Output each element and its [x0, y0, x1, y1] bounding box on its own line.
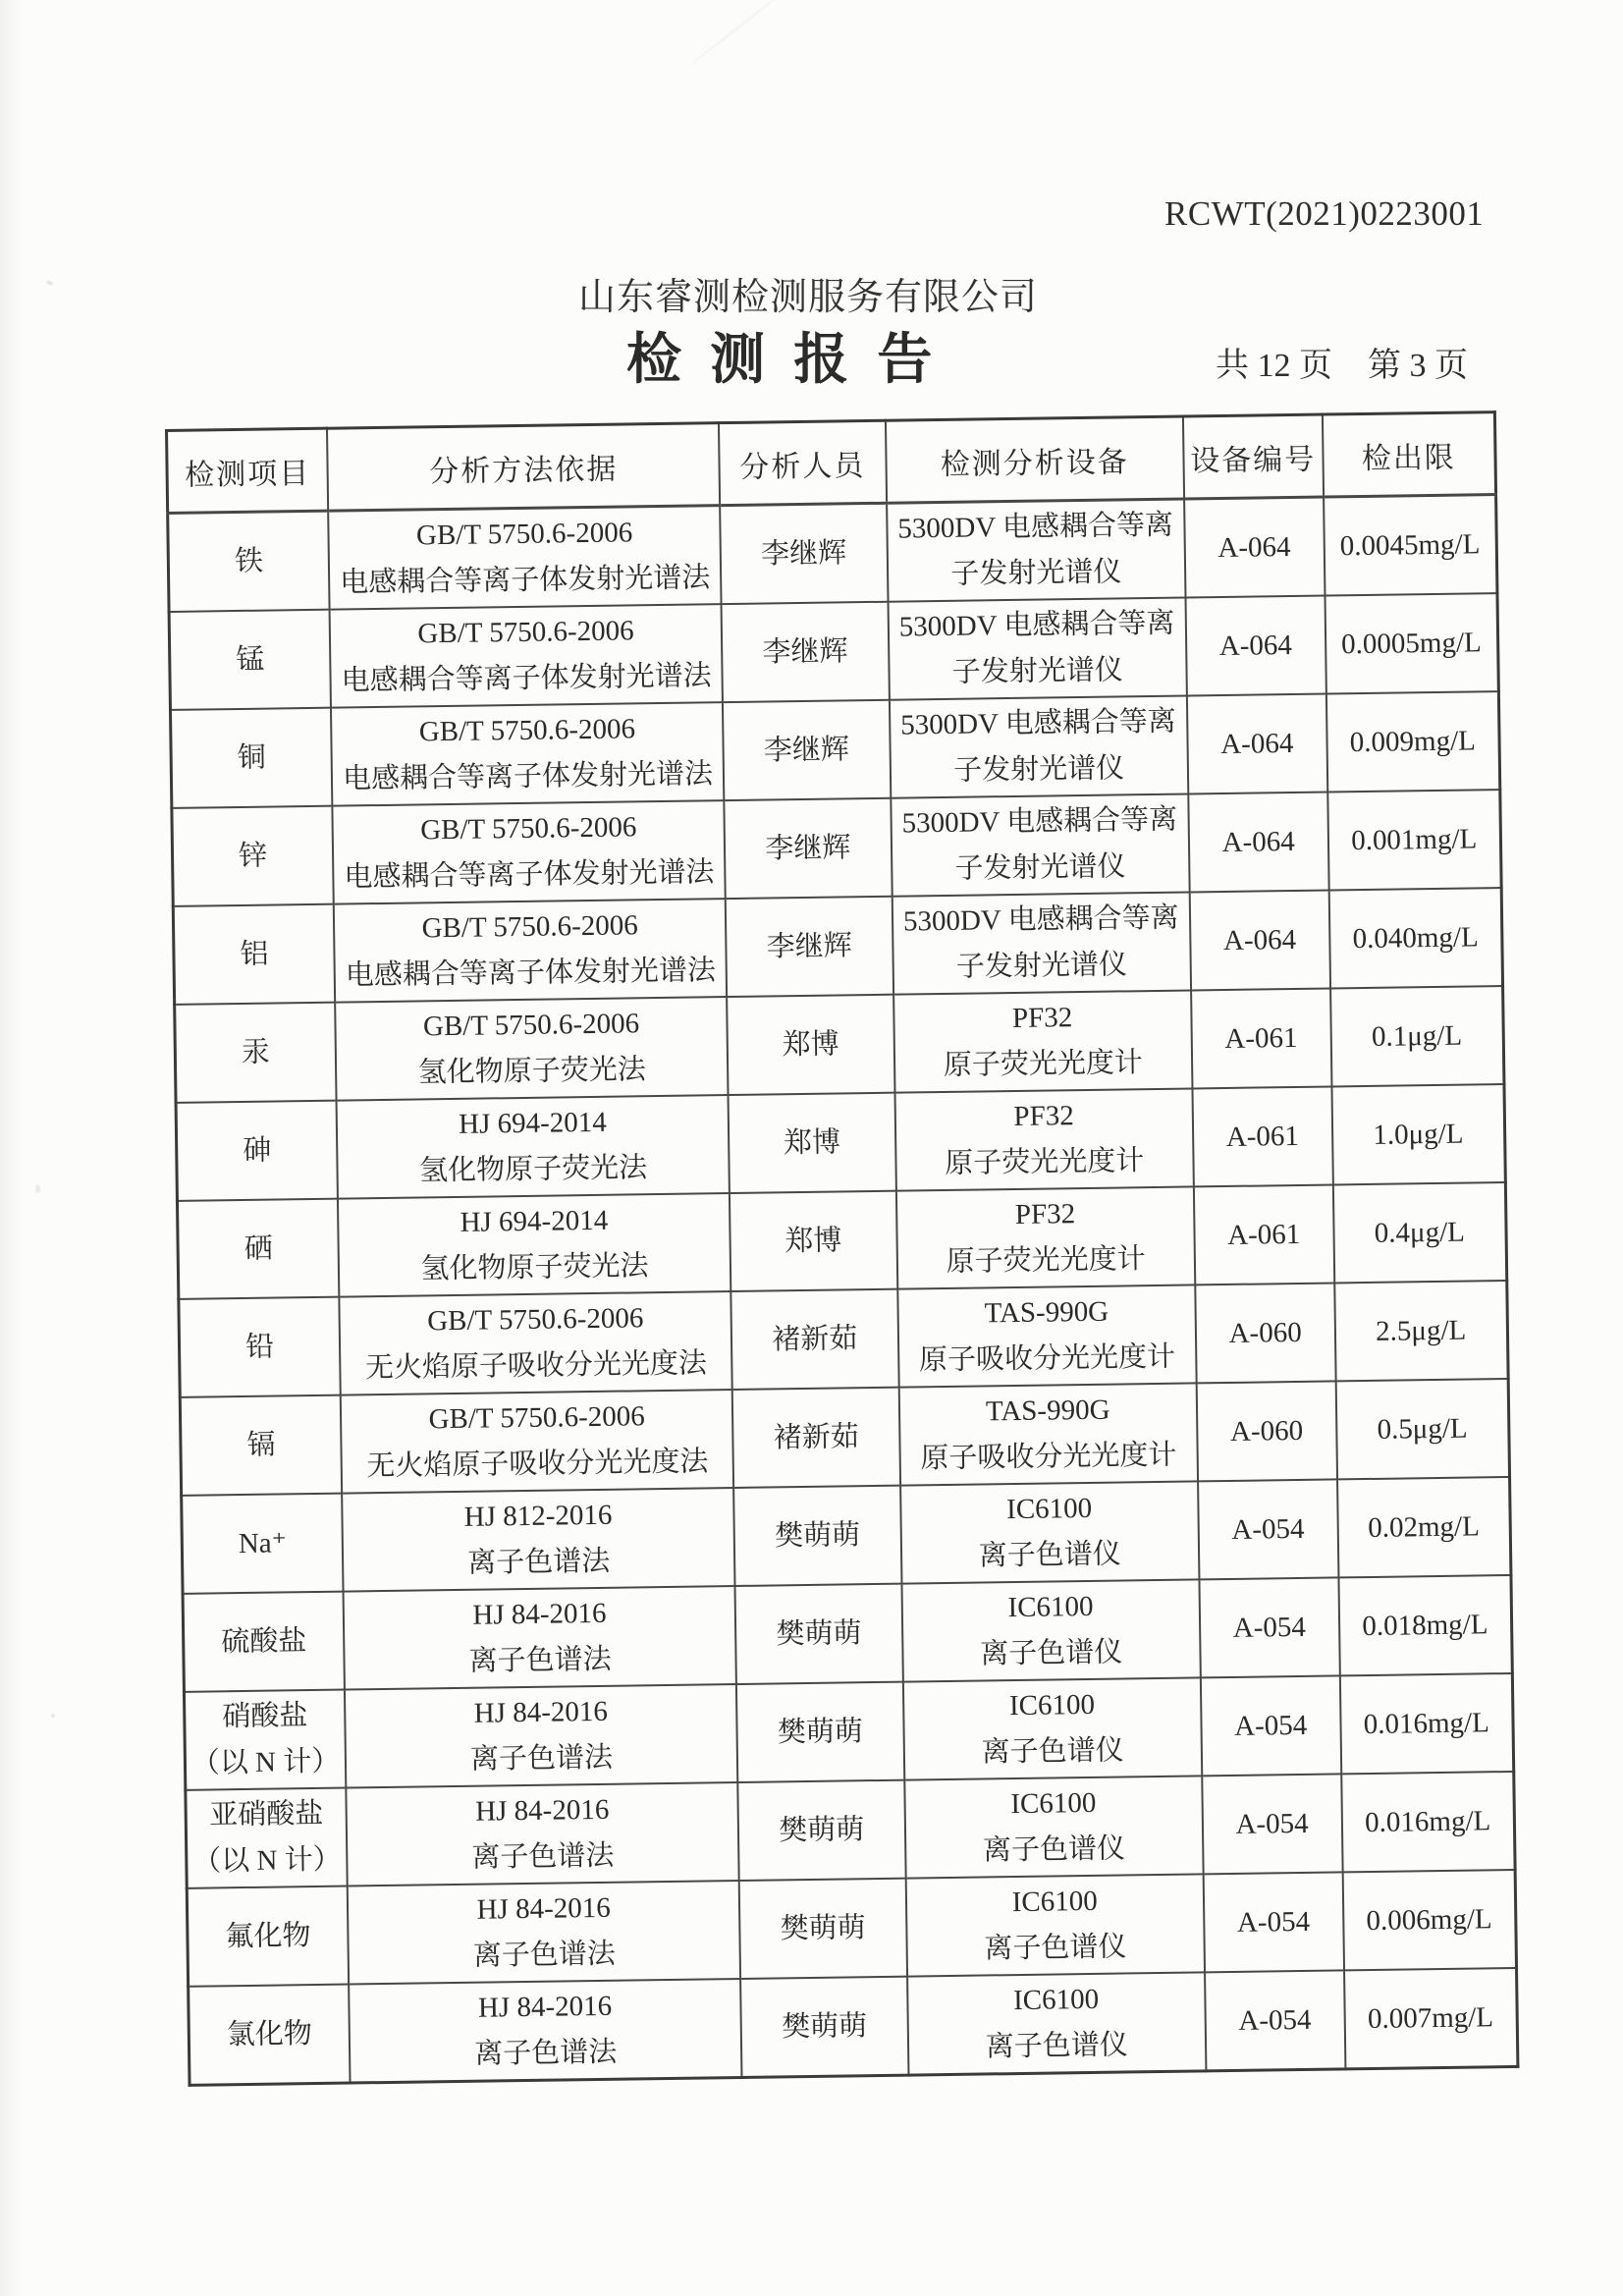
header-equipment: 检测分析设备: [886, 416, 1184, 503]
cell-method: [333, 800, 726, 904]
cell-test-item: [180, 1395, 342, 1496]
cell-equipment: [907, 1972, 1207, 2075]
analyst-name: 李继辉: [766, 929, 852, 962]
test-item-label: 铜: [237, 741, 266, 774]
cell-analyst: [739, 1879, 907, 1979]
header-analyst: 分析人员: [719, 420, 887, 505]
method-standard: GB/T 5750.6-2006: [418, 713, 636, 748]
analyst-name: 郑博: [782, 1027, 839, 1061]
equipment-name: 离子色谱仪: [985, 2029, 1129, 2063]
cell-equipment-no: [1198, 1479, 1338, 1579]
equipment-model: TAS-990G: [985, 1394, 1110, 1428]
test-item-label: 铁: [234, 545, 264, 577]
equipment-no: A-061: [1224, 1021, 1298, 1055]
method-name: 电感耦合等离子体发射光谱法: [345, 955, 717, 992]
equipment-no: A-061: [1226, 1218, 1301, 1251]
equipment-no: A-060: [1229, 1414, 1304, 1448]
cell-detection-limit: [1337, 1477, 1511, 1577]
equipment-no: A-064: [1218, 629, 1293, 662]
analyst-name: 樊萌萌: [774, 1518, 861, 1552]
equipment-no: A-054: [1232, 1611, 1307, 1644]
equipment-name: 子发射光谱仪: [952, 752, 1125, 787]
method-standard: GB/T 5750.6-2006: [426, 1302, 644, 1338]
equipment-model: PF32: [1011, 1002, 1073, 1035]
test-item-label-line2: （以 N 计）: [190, 1745, 341, 1779]
analyst-name: 郑博: [784, 1224, 842, 1257]
table-row: [187, 1870, 1516, 1987]
method-standard: HJ 812-2016: [463, 1499, 613, 1533]
equipment-model: IC6100: [1005, 1492, 1093, 1526]
cell-test-item: [172, 806, 334, 906]
detection-limit: 0.009mg/L: [1349, 724, 1477, 758]
detection-limit: 0.006mg/L: [1366, 1902, 1492, 1937]
method-standard: GB/T 5750.6-2006: [419, 811, 637, 847]
equipment-no: A-054: [1233, 1709, 1308, 1742]
cell-test-item: [170, 708, 332, 808]
analyst-name: 李继辉: [760, 536, 847, 571]
cell-method: [344, 1586, 736, 1690]
equipment-model: PF32: [1014, 1198, 1076, 1230]
cell-detection-limit: [1327, 790, 1501, 890]
cell-test-item: [179, 1297, 341, 1397]
analyst-name: 樊萌萌: [779, 1813, 865, 1846]
cell-equipment-no: [1190, 890, 1330, 990]
cell-test-item: [189, 1985, 351, 2086]
cell-equipment-no: [1187, 694, 1327, 794]
test-item-label: 硫酸盐: [221, 1624, 307, 1658]
analyst-name: 樊萌萌: [777, 1715, 864, 1748]
equipment-model: IC6100: [1011, 1885, 1098, 1919]
detection-limit: 1.0μg/L: [1373, 1118, 1464, 1151]
table-row: [175, 986, 1504, 1103]
analyst-name: 樊萌萌: [780, 1911, 866, 1944]
table-row: [179, 1281, 1508, 1397]
cell-method: [337, 1095, 730, 1199]
cell-equipment-no: [1194, 1184, 1334, 1285]
method-standard: HJ 84-2016: [476, 1891, 611, 1926]
test-item-label: Na⁺: [238, 1526, 288, 1559]
cell-equipment: [891, 793, 1190, 896]
analyst-name: 李继辉: [763, 733, 850, 767]
company-name: 山东睿测检测服务有限公司: [578, 277, 1039, 318]
test-item-label: 镉: [246, 1429, 276, 1461]
cell-equipment: [888, 598, 1187, 700]
table-row: [183, 1575, 1512, 1692]
cell-method: [339, 1291, 731, 1395]
cell-analyst: [720, 503, 888, 604]
equipment-model: 5300DV 电感耦合等离: [897, 509, 1174, 545]
table-row: [182, 1477, 1511, 1594]
cell-equipment: [895, 1186, 1195, 1288]
equipment-no: A-054: [1235, 1807, 1309, 1840]
scan-speck: [35, 1184, 40, 1193]
cell-detection-limit: [1339, 1673, 1513, 1774]
equipment-model: TAS-990G: [984, 1295, 1109, 1330]
cell-method: [338, 1193, 730, 1297]
table-row: [176, 1084, 1505, 1201]
cell-equipment-no: [1202, 1774, 1342, 1874]
method-standard: HJ 84-2016: [477, 1990, 613, 2024]
equipment-no: A-064: [1219, 727, 1294, 760]
test-item-label: 氯化物: [226, 2017, 313, 2050]
cell-method: [345, 1684, 737, 1788]
scan-speck: [46, 280, 54, 286]
report-number: RCWT(2021)0223001: [1164, 194, 1485, 233]
cell-detection-limit: [1324, 495, 1497, 596]
analyst-name: 褚新茹: [772, 1322, 858, 1355]
detection-limit: 0.016mg/L: [1363, 1706, 1490, 1740]
cell-analyst: [740, 1977, 908, 2078]
cell-analyst: [735, 1584, 903, 1684]
cell-equipment-no: [1192, 1086, 1332, 1186]
method-name: 离子色谱法: [468, 1643, 612, 1677]
cell-test-item: [186, 1788, 348, 1888]
cell-analyst: [730, 1191, 897, 1291]
cell-equipment: [900, 1481, 1200, 1583]
equipment-no: A-054: [1231, 1512, 1305, 1546]
cell-equipment: [905, 1874, 1205, 1976]
method-name: 电感耦合等离子体发射光谱法: [341, 660, 712, 697]
cell-equipment-no: [1185, 596, 1325, 696]
table-row: [172, 790, 1501, 906]
cell-analyst: [732, 1388, 900, 1488]
header-method-basis: 分析方法依据: [327, 423, 720, 512]
cell-analyst: [736, 1682, 904, 1782]
cell-analyst: [722, 602, 890, 702]
method-name: 离子色谱法: [473, 2036, 618, 2070]
cell-equipment-no: [1199, 1577, 1339, 1677]
equipment-model: IC6100: [1010, 1786, 1097, 1821]
detection-limit: 0.02mg/L: [1367, 1509, 1481, 1544]
equipment-name: 子发射光谱仪: [954, 850, 1126, 885]
equipment-model: IC6100: [1007, 1590, 1094, 1624]
cell-equipment-no: [1195, 1283, 1335, 1383]
equipment-model: 5300DV 电感耦合等离: [899, 705, 1177, 741]
detection-limit: 0.0045mg/L: [1339, 527, 1481, 562]
cell-detection-limit: [1335, 1379, 1509, 1479]
cell-detection-limit: [1334, 1281, 1508, 1381]
equipment-name: 子发射光谱仪: [955, 949, 1128, 983]
cell-method: [328, 506, 721, 610]
results-table: [165, 410, 1519, 2087]
cell-test-item: [187, 1886, 349, 1987]
cell-equipment: [901, 1579, 1201, 1681]
detection-limit: 0.4μg/L: [1374, 1216, 1466, 1249]
cell-test-item: [184, 1690, 346, 1790]
test-item-label: 锰: [236, 643, 265, 676]
method-standard: HJ 84-2016: [472, 1597, 607, 1631]
cell-method: [330, 604, 723, 708]
table-row: [186, 1772, 1515, 1888]
analyst-name: 李继辉: [765, 831, 851, 865]
method-name: 电感耦合等离子体发射光谱法: [340, 562, 711, 599]
cell-equipment: [887, 499, 1186, 602]
equipment-name: 原子荧光光度计: [943, 1047, 1144, 1081]
cell-equipment: [902, 1677, 1202, 1779]
cell-method: [349, 1979, 741, 2083]
cell-detection-limit: [1325, 593, 1498, 693]
method-name: 氢化物原子荧光法: [420, 1250, 649, 1285]
scan-speck: [51, 1714, 55, 1718]
method-name: 离子色谱法: [467, 1545, 611, 1579]
equipment-name: 离子色谱仪: [982, 1832, 1126, 1867]
test-item-label: 硝酸盐: [222, 1700, 308, 1733]
equipment-name: 子发射光谱仪: [951, 654, 1123, 688]
test-item-label: 亚硝酸盐: [209, 1797, 324, 1831]
cell-test-item: [175, 1003, 337, 1103]
cell-analyst: [729, 1093, 896, 1193]
cell-equipment: [893, 990, 1193, 1092]
equipment-model: IC6100: [1012, 1983, 1100, 2017]
table-row: [177, 1182, 1506, 1299]
cell-analyst: [730, 1289, 898, 1390]
analyst-name: 褚新茹: [773, 1420, 859, 1453]
equipment-name: 子发射光谱仪: [950, 556, 1122, 590]
cell-method: [331, 702, 724, 806]
detection-limit: 0.0005mg/L: [1340, 626, 1482, 660]
test-item-label: 锌: [238, 840, 268, 872]
method-name: 电感耦合等离子体发射光谱法: [344, 856, 715, 894]
equipment-name: 离子色谱仪: [981, 1734, 1124, 1769]
method-standard: GB/T 5750.6-2006: [415, 517, 633, 552]
test-item-label: 汞: [241, 1036, 271, 1068]
analyst-name: 樊萌萌: [776, 1616, 862, 1650]
cell-test-item: [177, 1199, 339, 1299]
detection-limit: 0.018mg/L: [1362, 1608, 1488, 1642]
test-item-label-line2: （以 N 计）: [191, 1843, 342, 1878]
cell-method: [334, 899, 727, 1003]
pagination: [1216, 338, 1468, 386]
analyst-name: 樊萌萌: [781, 2009, 868, 2043]
equipment-model: PF32: [1013, 1100, 1074, 1132]
equipment-name: 原子吸收分光光度计: [918, 1340, 1176, 1377]
header-equipment-no: 设备编号: [1183, 414, 1324, 499]
method-name: 无火焰原子吸收分光光度法: [366, 1446, 709, 1483]
method-standard: HJ 84-2016: [474, 1793, 610, 1828]
table-row: [184, 1673, 1513, 1790]
equipment-model: IC6100: [1008, 1688, 1096, 1722]
cell-detection-limit: [1332, 1182, 1506, 1283]
table-row: [168, 495, 1497, 612]
cell-analyst: [737, 1780, 905, 1881]
equipment-name: 原子吸收分光光度计: [920, 1439, 1177, 1475]
detection-limit: 0.040mg/L: [1352, 920, 1479, 955]
equipment-model: 5300DV 电感耦合等离: [902, 902, 1179, 938]
detection-limit: 0.016mg/L: [1364, 1804, 1491, 1838]
cell-equipment: [894, 1088, 1194, 1190]
detection-limit: 0.5μg/L: [1377, 1412, 1468, 1446]
cell-equipment-no: [1201, 1675, 1341, 1776]
equipment-no: A-064: [1221, 825, 1295, 858]
cell-detection-limit: [1338, 1575, 1512, 1675]
cell-detection-limit: [1342, 1870, 1516, 1970]
analyst-name: 郑博: [783, 1125, 841, 1159]
cell-test-item: [183, 1592, 345, 1692]
method-standard: GB/T 5750.6-2006: [417, 615, 634, 650]
cell-detection-limit: [1344, 1968, 1518, 2069]
report-title: 检测报告: [626, 330, 961, 391]
table-row: [189, 1968, 1518, 2085]
results-table-wrapper: [165, 410, 1519, 2087]
cell-detection-limit: [1325, 691, 1499, 792]
equipment-no: A-064: [1217, 530, 1291, 564]
cell-equipment-no: [1188, 793, 1328, 893]
test-item-label: 铅: [244, 1331, 275, 1363]
table-row: [170, 691, 1499, 808]
detection-limit: 0.001mg/L: [1350, 822, 1478, 856]
equipment-no: A-060: [1228, 1316, 1302, 1349]
equipment-no: A-054: [1238, 2003, 1312, 2037]
cell-equipment: [904, 1776, 1204, 1878]
cell-test-item: [176, 1101, 338, 1201]
cell-method: [346, 1782, 738, 1886]
method-standard: HJ 84-2016: [473, 1695, 609, 1729]
cell-analyst: [733, 1486, 901, 1586]
cell-equipment-no: [1205, 1970, 1345, 2070]
cell-analyst: [723, 700, 891, 800]
cell-detection-limit: [1341, 1772, 1515, 1872]
method-standard: GB/T 5750.6-2006: [428, 1400, 645, 1436]
method-name: 离子色谱法: [472, 1938, 617, 1972]
detection-limit: 0.007mg/L: [1367, 2000, 1494, 2035]
cell-equipment-no: [1184, 497, 1325, 597]
equipment-name: 离子色谱仪: [979, 1636, 1123, 1670]
cell-method: [341, 1390, 733, 1494]
equipment-model: 5300DV 电感耦合等离: [901, 803, 1178, 840]
detection-limit: 2.5μg/L: [1375, 1314, 1467, 1347]
header-detection-limit: 检出限: [1322, 412, 1495, 497]
cell-equipment: [898, 1383, 1198, 1485]
equipment-name: 原子荧光光度计: [945, 1145, 1145, 1179]
equipment-no: A-061: [1225, 1120, 1300, 1153]
detection-limit: 0.1μg/L: [1371, 1019, 1463, 1053]
table-row: [180, 1379, 1509, 1496]
test-item-label: 氟化物: [225, 1919, 311, 1952]
equipment-no: A-064: [1222, 923, 1297, 957]
table-row: [169, 593, 1498, 710]
cell-method: [335, 997, 728, 1101]
method-name: 无火焰原子吸收分光光度法: [364, 1347, 708, 1385]
cell-analyst: [724, 798, 892, 899]
equipment-name: 离子色谱仪: [978, 1538, 1122, 1572]
method-standard: HJ 694-2014: [458, 1106, 608, 1140]
method-standard: HJ 694-2014: [460, 1204, 609, 1238]
cell-detection-limit: [1328, 888, 1502, 988]
equipment-no: A-054: [1236, 1905, 1311, 1939]
test-item-label: 硒: [243, 1232, 273, 1265]
cell-test-item: [173, 904, 335, 1005]
cell-detection-limit: [1331, 1084, 1505, 1184]
test-item-label: 铝: [240, 938, 269, 970]
equipment-name: 原子荧光光度计: [946, 1243, 1146, 1278]
table-row: [173, 888, 1502, 1005]
cell-test-item: [168, 511, 330, 612]
cell-equipment-no: [1191, 988, 1331, 1088]
total-pages: 共 12 页: [1216, 348, 1332, 384]
current-page: 第 3 页: [1368, 348, 1468, 384]
cell-equipment: [897, 1285, 1197, 1387]
table-body: [168, 495, 1518, 2086]
cell-test-item: [182, 1494, 344, 1594]
cell-test-item: [169, 610, 331, 710]
equipment-model: 5300DV 电感耦合等离: [898, 607, 1175, 643]
cell-equipment-no: [1197, 1381, 1337, 1481]
method-name: 氢化物原子荧光法: [417, 1054, 646, 1089]
method-name: 离子色谱法: [471, 1839, 615, 1874]
test-item-label: 砷: [243, 1134, 272, 1167]
cell-detection-limit: [1330, 986, 1504, 1086]
cell-analyst: [727, 995, 894, 1095]
cell-analyst: [726, 897, 893, 997]
method-name: 离子色谱法: [469, 1741, 614, 1776]
method-standard: GB/T 5750.6-2006: [421, 909, 639, 945]
header-test-item: 检测项目: [167, 428, 329, 513]
method-standard: GB/T 5750.6-2006: [422, 1008, 640, 1043]
cell-method: [342, 1488, 734, 1592]
method-name: 氢化物原子荧光法: [418, 1152, 648, 1187]
equipment-name: 离子色谱仪: [984, 1931, 1127, 1965]
cell-method: [348, 1881, 740, 1985]
analyst-name: 李继辉: [762, 634, 848, 669]
cell-equipment-no: [1204, 1872, 1344, 1972]
cell-equipment: [892, 892, 1191, 994]
scan-streak: [689, 0, 784, 67]
method-name: 电感耦合等离子体发射光谱法: [342, 758, 714, 795]
cell-equipment: [889, 695, 1188, 797]
